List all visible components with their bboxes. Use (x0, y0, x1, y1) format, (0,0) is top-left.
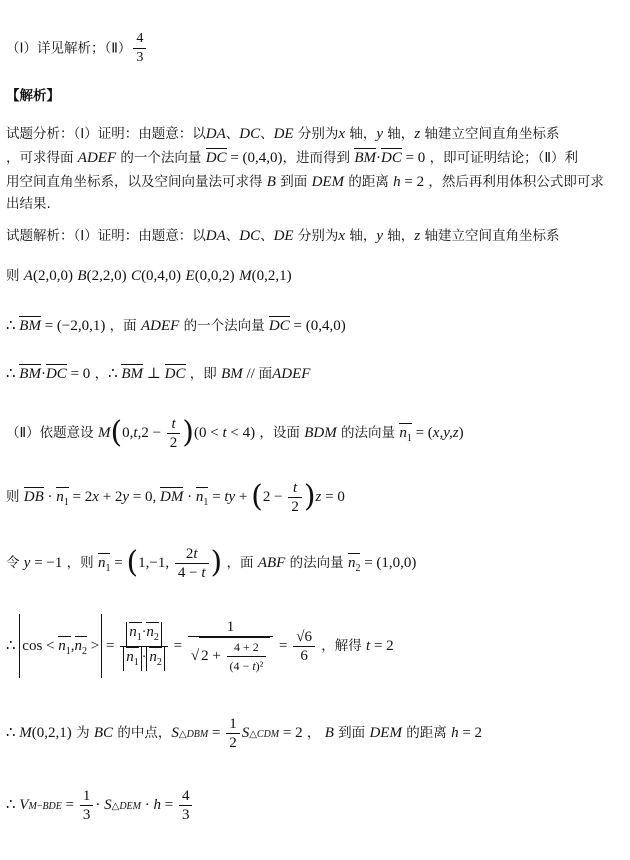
dot-line: 则 DB · $n_1 = 2x + 2y = 0$, DM · $n_1$ = ty + (2 − $\frac{t}{2}$ )z = 0 (6, 479, 345, 515)
part2-line: （Ⅱ）依题意设 M(0,t,2 − $\frac{t}{2}$ )(0 < t < 4) ，设面 BDM 的法向量 $n_1 = (x,y,z)$ (6, 415, 464, 451)
let-line: 令 y = −1 ，则 $n_1 = (1,-1$, $\frac{2t}{4 - t}$ ) ，面 ABF 的法向量 $n_2 = (1,0,0)$ (6, 545, 417, 581)
mid-line: ∴ M(0,2,1) 为 BC 的中点，S△DBM = $\frac{1}{2}$ S△CDM = 2 ， B 到面 DEM 的距离 h = 2 (6, 715, 483, 751)
cos-line: ∴ $\cos < n_1,n_2$ > = $\frac{n_1\cdot n_2}{n_1 \cdot n_2}$ = 1 √ 2 + $\frac{4 + 2}{\text{(4 − t)²}}$ = $\frac{√6}{6}$ ，解得 t = 2 (6, 614, 394, 678)
coords-line: 则 A(2,0,0) B(2,2,0) C(0,4,0) E(0,0,2) M(0,2,1) (6, 268, 292, 284)
bm-line: ∴ BM = (−2,0,1) ，面 ADEF 的一个法向量 DC = (0,4,0) (6, 318, 346, 334)
analysis-line-2: ，可求得面 ADEF 的一个法向量 DC = (0,4,0)，进而得到 BM·DC = 0 ，即可证明结论；（Ⅱ）利 (6, 150, 578, 166)
answer-fraction: $\frac{4}{3}$ (133, 30, 146, 67)
answer-prefix: （Ⅰ）详见解析；（Ⅱ） (6, 40, 132, 57)
perp-line: ∴ BM·DC = 0 ，∴ BM ⊥ DC ，即 BM // 面ADEF (6, 366, 311, 382)
analysis-line-1: 试题分析：（Ⅰ）证明：由题意：以DA、DC、DE 分别为x 轴，y 轴，z 轴建立空间直角坐标系 (6, 126, 560, 142)
jiexi-heading: 【解析】 (6, 88, 60, 104)
analysis-line-4: 出结果. (6, 196, 51, 212)
answer-line (6, 30, 148, 67)
analysis-line-3: 用空间直角坐标系，以及空间向量法可求得 B 到面 DEM 的距离 h = 2 ，然后再利用体积公式即可求 (6, 174, 604, 190)
detail-line-1: 试题解析：（Ⅰ）证明：由题意：以DA、DC、DE 分别为x 轴，y 轴，z 轴建立空间直角坐标系 (6, 228, 560, 244)
vol-line: ∴ VM−BDE = $\frac{1}{3}$ · S△DEM · h = $\frac{4}{3}$ (6, 786, 194, 826)
